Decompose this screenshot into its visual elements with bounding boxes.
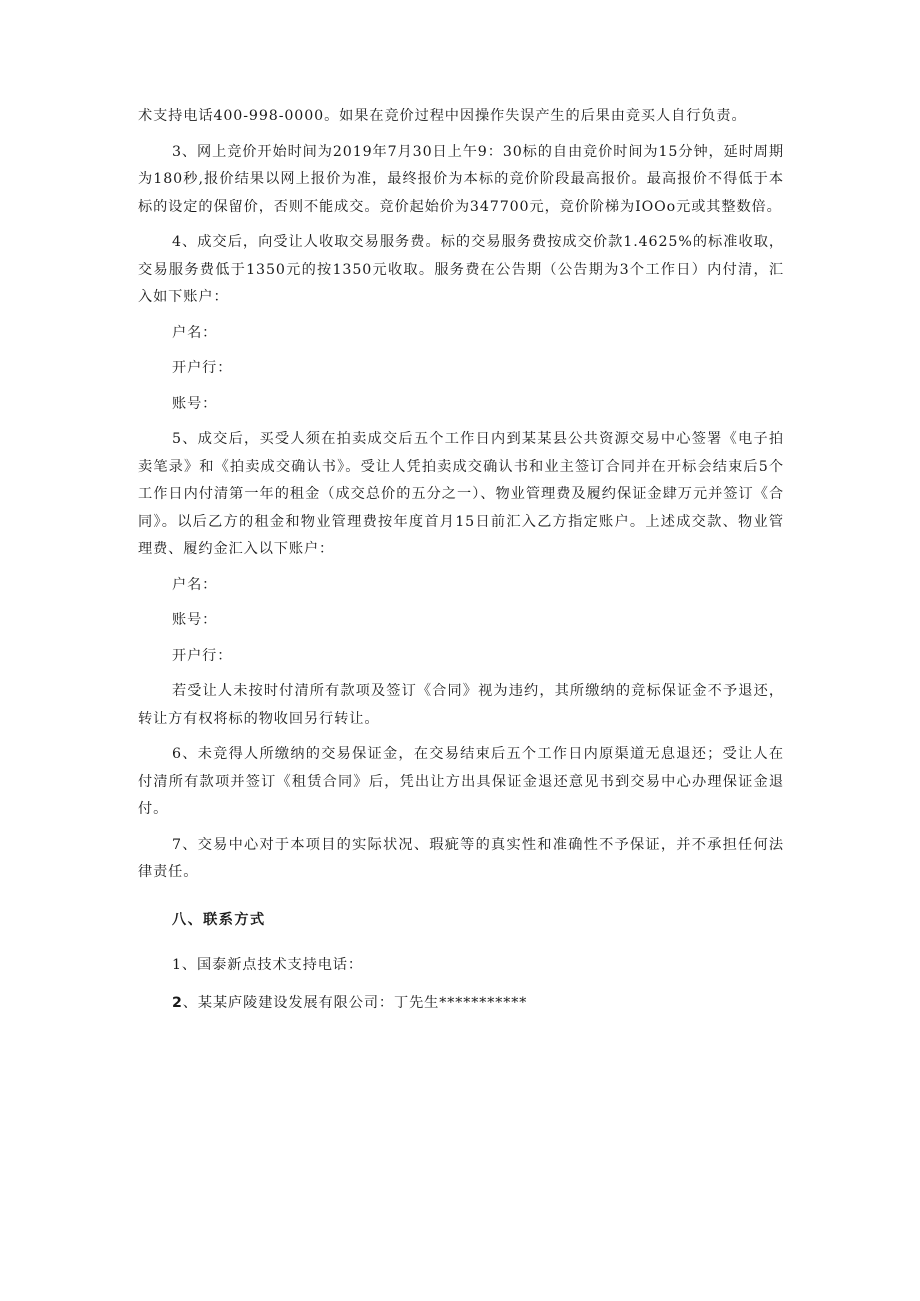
paragraph-default-clause: 若受让人未按时付清所有款项及签订《合同》视为违约，其所缴纳的竞标保证金不予退还，转让方有权将标的物收回另行转让。 <box>138 683 784 727</box>
paragraph-service-fee: 4、成交后，向受让人收取交易服务费。标的交易服务费按成交价款1.4625%的标准收取，交易服务费低于1350元的按1350元收取。服务费在公告期（公告期为3个工作日）内付清，汇入如下账户： <box>138 234 784 305</box>
document-page <box>138 103 784 1017</box>
contact-item-2 <box>138 990 784 1018</box>
account-number-label-2: 账号： <box>172 612 218 628</box>
paragraph-bidding-time: 3、网上竞价开始时间为2019年7月30日上午9：30标的自由竞价时间为15分钟，延时周期为180秒,报价结果以网上报价为准，最终报价为本标的竞价阶段最高报价。最高报价不得低于本标的设定的保留价，否则不能成交。竞价起始价为347700元，竞价阶梯为IOOo元或其整数倍。 <box>138 143 784 215</box>
bank-label: 开户行： <box>172 360 233 376</box>
contact-item-2-text: 、某某庐陵建设发展有限公司：丁先生*********** <box>182 994 528 1011</box>
paragraph-after-deal: 5、成交后，买受人须在拍卖成交后五个工作日内到某某县公共资源交易中心签署《电子拍卖笔录》和《拍卖成交确认书》。受让人凭拍卖成交确认书和业主签订合同并在开标会结束后5个工作日内付清第一年的租金（成交总价的五分之一）、物业管理费及履约保证金肆万元并签订《合同》。以后乙方的租金和物业管理费按年度首月15日前汇入乙方指定账户。上述成交款、物业管理费、履约金汇入以下账户： <box>138 431 784 557</box>
paragraph-deposit-refund: 6、未竞得人所缴纳的交易保证金，在交易结束后五个工作日内原渠道无息退还；受让人在付清所有款项并签订《租赁合同》后，凭出让方出具保证金退还意见书到交易中心办理保证金退付。 <box>138 746 784 817</box>
account-number-label: 账号： <box>172 395 218 412</box>
account-name-label: 户名： <box>172 324 218 341</box>
contact-item-2-number: 2 <box>172 994 183 1011</box>
contact-item-1: 1、国泰新点技术支持电话： <box>172 957 363 973</box>
section-heading-contact: 八、联系方式 <box>172 911 266 928</box>
bank-label-2: 开户行： <box>172 647 233 664</box>
account-name-label-2: 户名： <box>172 576 218 593</box>
paragraph-tech-support: 术支持电话400-998-0000。如果在竞价过程中因操作失误产生的后果由竞买人自行负责。 <box>138 108 747 124</box>
paragraph-disclaimer: 7、交易中心对于本项目的实际状况、瑕疵等的真实性和准确性不予保证，并不承担任何法律责任。 <box>138 836 784 880</box>
